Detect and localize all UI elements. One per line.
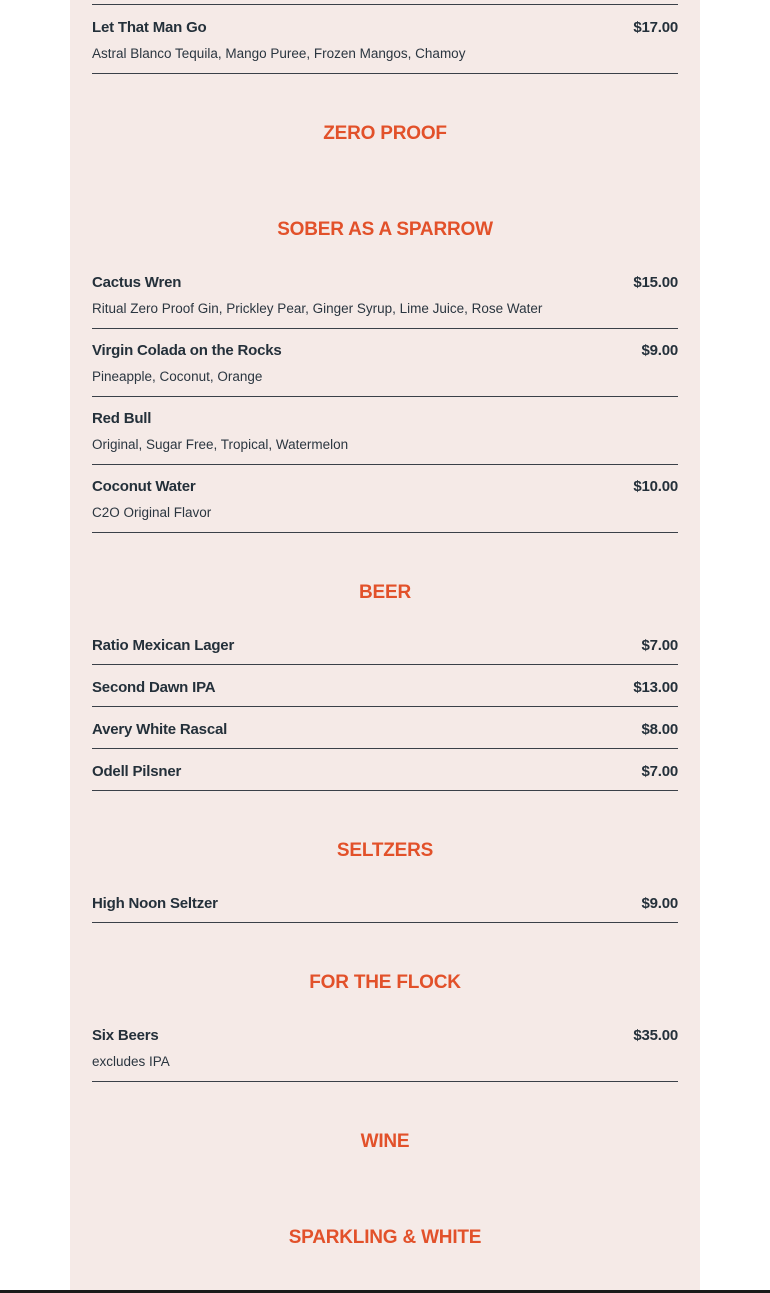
item-description: Astral Blanco Tequila, Mango Puree, Frozen Mangos, Chamoy <box>92 46 466 61</box>
item-name: Six Beers <box>92 1027 159 1044</box>
item-name: Ratio Mexican Lager <box>92 637 235 654</box>
item-description: Pineapple, Coconut, Orange <box>92 369 263 384</box>
item-price: $7.00 <box>641 637 678 654</box>
item-price: $17.00 <box>633 19 678 36</box>
item-name: Avery White Rascal <box>92 721 228 738</box>
item-price: $13.00 <box>633 679 678 696</box>
menu-item-high-noon-seltzer <box>92 895 678 913</box>
item-name: Odell Pilsner <box>92 763 182 780</box>
item-price: $35.00 <box>633 1027 678 1044</box>
menu-item-cactus-wren <box>92 274 678 317</box>
divider <box>92 922 678 923</box>
section-title-zero-proof: ZERO PROOF <box>323 123 447 144</box>
item-description: C2O Original Flavor <box>92 505 212 520</box>
item-price: $10.00 <box>633 478 678 495</box>
item-name: High Noon Seltzer <box>92 895 218 912</box>
item-description: Original, Sugar Free, Tropical, Watermelon <box>92 437 349 452</box>
divider <box>92 790 678 791</box>
item-price: $8.00 <box>641 721 678 738</box>
item-name: Coconut Water <box>92 478 196 495</box>
divider <box>92 4 678 5</box>
menu-item-second-dawn-ipa <box>92 679 678 697</box>
divider <box>92 748 678 749</box>
divider <box>92 1081 678 1082</box>
divider <box>92 664 678 665</box>
divider <box>92 73 678 74</box>
item-price: $9.00 <box>641 342 678 359</box>
divider <box>92 328 678 329</box>
item-description: excludes IPA <box>92 1054 170 1069</box>
section-title-sober-as-a-sparrow: SOBER AS A SPARROW <box>277 219 493 240</box>
section-title-beer: BEER <box>359 582 411 603</box>
menu-item-coconut-water <box>92 478 678 521</box>
item-name: Cactus Wren <box>92 274 182 291</box>
section-title-sparkling-white: SPARKLING & WHITE <box>288 1227 482 1248</box>
item-name: Let That Man Go <box>92 19 207 36</box>
menu-item-avery-white-rascal <box>92 721 678 739</box>
menu-item-let-that-man-go <box>92 19 678 62</box>
menu-item-red-bull <box>92 410 678 453</box>
item-price: $15.00 <box>633 274 678 291</box>
menu-item-virgin-colada <box>92 342 678 385</box>
menu-item-odell-pilsner <box>92 763 678 781</box>
divider <box>92 464 678 465</box>
item-price: $7.00 <box>641 763 678 780</box>
item-price: $9.00 <box>641 895 678 912</box>
menu-content <box>92 0 678 1249</box>
item-name: Red Bull <box>92 410 152 427</box>
menu-item-ratio-mexican-lager <box>92 637 678 655</box>
item-description: Ritual Zero Proof Gin, Prickley Pear, Ginger Syrup, Lime Juice, Rose Water <box>92 301 543 316</box>
section-title-for-the-flock: FOR THE FLOCK <box>309 972 461 993</box>
item-name: Second Dawn IPA <box>92 679 216 696</box>
divider <box>92 396 678 397</box>
divider <box>92 706 678 707</box>
divider <box>92 532 678 533</box>
item-name: Virgin Colada on the Rocks <box>92 342 282 359</box>
menu-item-six-beers <box>92 1027 678 1070</box>
section-title-seltzers: SELTZERS <box>336 840 434 861</box>
section-title-wine: WINE <box>360 1131 410 1152</box>
